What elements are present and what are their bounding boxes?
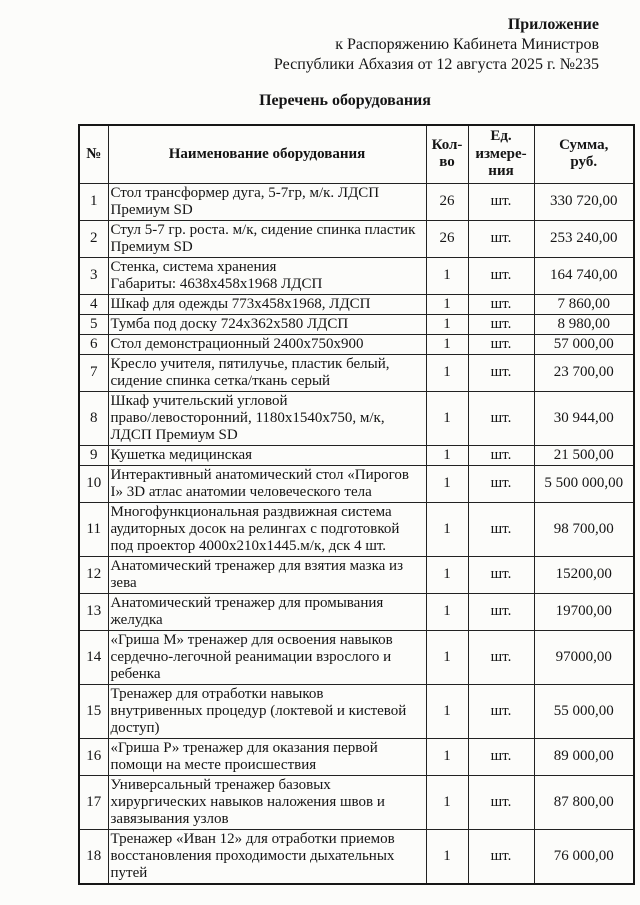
quantity-cell: 1 xyxy=(426,294,468,314)
sum-cell: 55 000,00 xyxy=(534,684,634,738)
document-header xyxy=(274,15,599,75)
table-row xyxy=(79,556,634,593)
equipment-name-cell: Анатомический тренажер для промывания желудка xyxy=(108,593,426,630)
sum-cell: 7 860,00 xyxy=(534,294,634,314)
equipment-table xyxy=(78,124,635,885)
header-date-line: Республики Абхазия от 12 августа 2025 г. №235 xyxy=(273,56,599,73)
row-number-cell: 1 xyxy=(79,183,108,220)
unit-cell: шт. xyxy=(468,391,534,445)
row-number-cell: 18 xyxy=(79,829,108,884)
unit-cell: шт. xyxy=(468,829,534,884)
sum-cell: 23 700,00 xyxy=(534,354,634,391)
column-header-sum: Сумма, руб. xyxy=(534,125,634,183)
quantity-cell: 1 xyxy=(426,684,468,738)
sum-cell: 15200,00 xyxy=(534,556,634,593)
quantity-cell: 1 xyxy=(426,354,468,391)
equipment-name-cell: Тумба под доску 724х362х580 ЛДСП xyxy=(108,314,426,334)
table-row xyxy=(79,829,634,884)
sum-cell: 5 500 000,00 xyxy=(534,465,634,502)
table-row xyxy=(79,445,634,465)
quantity-cell: 1 xyxy=(426,391,468,445)
equipment-name-cell: Стол трансформер дуга, 5-7гр, м/к. ЛДСП Премиум SD xyxy=(108,183,426,220)
equipment-name-cell: «Гриша Р» тренажер для оказания первой помощи на месте происшествия xyxy=(108,738,426,775)
quantity-cell: 1 xyxy=(426,502,468,556)
table-row xyxy=(79,391,634,445)
unit-cell: шт. xyxy=(468,445,534,465)
document-title: Перечень оборудования xyxy=(259,92,431,109)
equipment-name-cell: Кресло учителя, пятилучье, пластик белый, сидение спинка сетка/ткань серый xyxy=(108,354,426,391)
header-decree-line: к Распоряжению Кабинета Министров xyxy=(335,36,599,53)
row-number-cell: 4 xyxy=(79,294,108,314)
unit-cell: шт. xyxy=(468,220,534,257)
column-header-number: № xyxy=(79,125,108,183)
sum-cell: 30 944,00 xyxy=(534,391,634,445)
equipment-name-cell: Многофункциональная раздвижная система аудиторных досок на релингах с подготовкой под проектор 4000х210х1445.м/к, дск 4 шт. xyxy=(108,502,426,556)
column-header-quantity: Кол- во xyxy=(426,125,468,183)
row-number-cell: 14 xyxy=(79,630,108,684)
quantity-cell: 26 xyxy=(426,220,468,257)
sum-cell: 89 000,00 xyxy=(534,738,634,775)
equipment-name-cell: Стул 5-7 гр. роста. м/к, сидение спинка пластик Премиум SD xyxy=(108,220,426,257)
sum-cell: 19700,00 xyxy=(534,593,634,630)
header-appendix-line: Приложение xyxy=(507,16,599,33)
table-row xyxy=(79,354,634,391)
sum-cell: 164 740,00 xyxy=(534,257,634,294)
row-number-cell: 16 xyxy=(79,738,108,775)
sum-cell: 8 980,00 xyxy=(534,314,634,334)
row-number-cell: 8 xyxy=(79,391,108,445)
equipment-name-cell: Шкаф учительский угловой право/левосторонний, 1180х1540х750, м/к, ЛДСП Премиум SD xyxy=(108,391,426,445)
unit-cell: шт. xyxy=(468,684,534,738)
table-row xyxy=(79,220,634,257)
row-number-cell: 2 xyxy=(79,220,108,257)
unit-cell: шт. xyxy=(468,556,534,593)
row-number-cell: 7 xyxy=(79,354,108,391)
unit-cell: шт. xyxy=(468,354,534,391)
table-row xyxy=(79,334,634,354)
quantity-cell: 1 xyxy=(426,829,468,884)
quantity-cell: 1 xyxy=(426,334,468,354)
equipment-name-cell: Универсальный тренажер базовых хирургических навыков наложения швов и завязывания узлов xyxy=(108,775,426,829)
sum-cell: 57 000,00 xyxy=(534,334,634,354)
unit-cell: шт. xyxy=(468,502,534,556)
unit-cell: шт. xyxy=(468,334,534,354)
sum-cell: 97000,00 xyxy=(534,630,634,684)
table-row xyxy=(79,183,634,220)
equipment-name-cell: Интерактивный анатомический стол «Пирогов I» 3D атлас анатомии человеческого тела xyxy=(108,465,426,502)
unit-cell: шт. xyxy=(468,775,534,829)
row-number-cell: 15 xyxy=(79,684,108,738)
sum-cell: 330 720,00 xyxy=(534,183,634,220)
row-number-cell: 17 xyxy=(79,775,108,829)
equipment-name-cell: Тренажер для отработки навыков внутривенных процедур (локтевой и кистевой доступ) xyxy=(108,684,426,738)
table-row xyxy=(79,593,634,630)
unit-cell: шт. xyxy=(468,257,534,294)
row-number-cell: 13 xyxy=(79,593,108,630)
row-number-cell: 11 xyxy=(79,502,108,556)
unit-cell: шт. xyxy=(468,294,534,314)
table-header-row xyxy=(79,125,634,183)
unit-cell: шт. xyxy=(468,738,534,775)
table-row xyxy=(79,630,634,684)
unit-cell: шт. xyxy=(468,630,534,684)
sum-cell: 253 240,00 xyxy=(534,220,634,257)
equipment-name-cell: Тренажер «Иван 12» для отработки приемов восстановления проходимости дыхательных путей xyxy=(108,829,426,884)
quantity-cell: 1 xyxy=(426,257,468,294)
table-row xyxy=(79,738,634,775)
unit-cell: шт. xyxy=(468,593,534,630)
equipment-name-cell: Стенка, система хранения Габариты: 4638х458х1968 ЛДСП xyxy=(108,257,426,294)
unit-cell: шт. xyxy=(468,314,534,334)
row-number-cell: 6 xyxy=(79,334,108,354)
quantity-cell: 1 xyxy=(426,465,468,502)
column-header-name: Наименование оборудования xyxy=(108,125,426,183)
equipment-name-cell: Стол демонстрационный 2400х750х900 xyxy=(108,334,426,354)
quantity-cell: 1 xyxy=(426,314,468,334)
quantity-cell: 1 xyxy=(426,556,468,593)
table-row xyxy=(79,314,634,334)
table-row xyxy=(79,257,634,294)
equipment-name-cell: Кушетка медицинская xyxy=(108,445,426,465)
row-number-cell: 9 xyxy=(79,445,108,465)
sum-cell: 76 000,00 xyxy=(534,829,634,884)
table-row xyxy=(79,775,634,829)
equipment-table-head xyxy=(79,125,634,183)
quantity-cell: 26 xyxy=(426,183,468,220)
table-row xyxy=(79,294,634,314)
unit-cell: шт. xyxy=(468,465,534,502)
equipment-name-cell: «Гриша М» тренажер для освоения навыков сердечно-легочной реанимации взрослого и ребенка xyxy=(108,630,426,684)
quantity-cell: 1 xyxy=(426,445,468,465)
equipment-name-cell: Анатомический тренажер для взятия мазка из зева xyxy=(108,556,426,593)
table-row xyxy=(79,465,634,502)
row-number-cell: 12 xyxy=(79,556,108,593)
quantity-cell: 1 xyxy=(426,775,468,829)
quantity-cell: 1 xyxy=(426,630,468,684)
row-number-cell: 5 xyxy=(79,314,108,334)
table-row xyxy=(79,684,634,738)
equipment-table-body xyxy=(79,183,634,884)
quantity-cell: 1 xyxy=(426,593,468,630)
row-number-cell: 10 xyxy=(79,465,108,502)
row-number-cell: 3 xyxy=(79,257,108,294)
sum-cell: 21 500,00 xyxy=(534,445,634,465)
sum-cell: 98 700,00 xyxy=(534,502,634,556)
unit-cell: шт. xyxy=(468,183,534,220)
equipment-name-cell: Шкаф для одежды 773х458х1968, ЛДСП xyxy=(108,294,426,314)
column-header-unit: Ед. измере- ния xyxy=(468,125,534,183)
quantity-cell: 1 xyxy=(426,738,468,775)
table-row xyxy=(79,502,634,556)
sum-cell: 87 800,00 xyxy=(534,775,634,829)
